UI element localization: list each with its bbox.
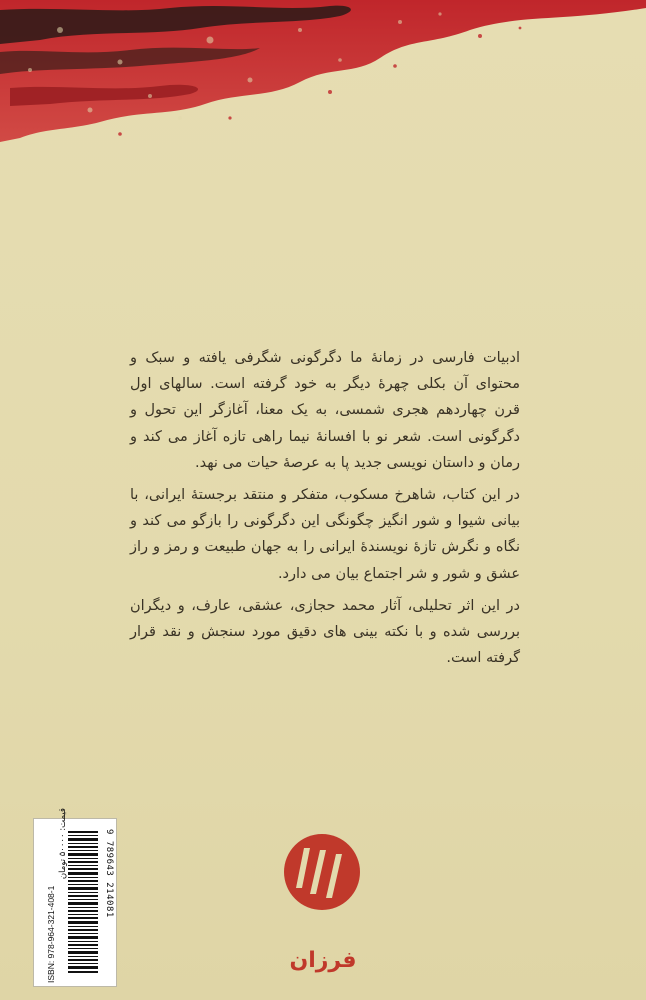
red-paint-brushstroke xyxy=(0,0,646,150)
blurb-paragraph-1: ادبیات فارسی در زمانهٔ ما دگرگونی شگرفی یافته و سبک و محتوای آن بکلی چهرهٔ دیگر به خود گرفته است. سالهای اول قرن چهاردهم هجری شمسی، به یک معنا، آغازگر این تحول و دگرگونی است. شعر نو با افسانهٔ نیما راهی تازه آغاز می کند و رمان و داستان نویسی جدید پا به عرصهٔ حیات می نهد. xyxy=(130,350,520,471)
blurb-text xyxy=(130,345,520,677)
barcode-label xyxy=(33,808,117,987)
barcode-bars xyxy=(44,827,100,977)
publisher-name: فرزان xyxy=(289,948,357,973)
publisher-logo-icon xyxy=(282,810,362,960)
isbn-text: ISBN: 978-964-321-408-1 xyxy=(46,885,56,983)
price-text: قیمت: ۵۰۰۰۰ تومان xyxy=(58,808,68,880)
blurb-paragraph-2: در این کتاب، شاهرخ مسکوب، متفکر و منتقد برجستهٔ ایرانی، با بیانی شیوا و شور انگیز چگونگی این دگرگونی را بازگو می کند و نگاه و نگرش تازهٔ نویسندهٔ ایرانی را به جهان طبیعت و رمز و راز عشق و شور و شر اجتماع بیان می دارد. xyxy=(130,487,520,582)
barcode-digits: 9 789643 214081 xyxy=(104,829,114,918)
blurb-paragraph-3: در این اثر تحلیلی، آثار محمد حجازی، عشقی، عارف، و دیگران بررسی شده و با نکته بینی های دقیق مورد سنجش و نقد قرار گرفته است. xyxy=(130,597,520,667)
